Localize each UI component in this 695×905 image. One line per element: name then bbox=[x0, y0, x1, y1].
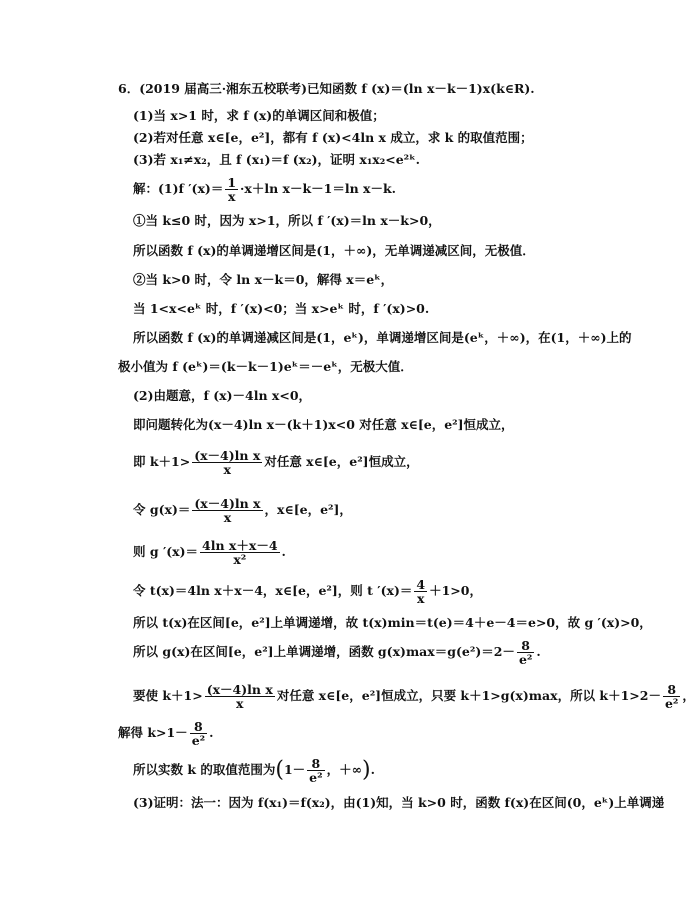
numerator: 8 bbox=[190, 720, 207, 734]
denominator: x bbox=[417, 591, 425, 606]
denominator: x² bbox=[233, 552, 247, 567]
solution-line-16 bbox=[133, 683, 695, 710]
solution-line-8: (2)由题意，f (x)－4ln x<0， bbox=[133, 388, 312, 403]
text: 令 t(x)＝4ln x＋x－4，x∈[e，e²]，则 t ′(x)＝ bbox=[133, 583, 413, 598]
solution-line-4: ②当 k>0 时，令 ln x－k＝0，解得 x＝eᵏ， bbox=[133, 272, 394, 287]
denominator: x bbox=[223, 510, 232, 525]
text: 所以 g(x)在区间[e，e²]上单调递增，函数 g(x)max＝g(e²)＝2－ bbox=[133, 644, 515, 659]
text: 对任意 x∈[e，e²]恒成立，只要 k＋1>g(x)max，所以 k＋1>2－ bbox=[276, 688, 661, 703]
text: ＋1>0， bbox=[429, 583, 482, 598]
denominator: e² bbox=[518, 652, 533, 667]
text: 所以实数 k 的取值范围为 bbox=[133, 762, 276, 777]
text: . bbox=[281, 544, 286, 559]
right-paren: ) bbox=[362, 757, 371, 783]
solution-line-2: ①当 k≤0 时，因为 x>1，所以 f ′(x)＝ln x－k>0， bbox=[133, 213, 441, 228]
text: 令 g(x)＝ bbox=[133, 502, 191, 517]
text: ， bbox=[682, 688, 695, 703]
numerator: 8 bbox=[663, 683, 680, 697]
numerator: 8 bbox=[307, 757, 324, 771]
fraction bbox=[307, 757, 324, 784]
text: . bbox=[370, 762, 375, 777]
fraction bbox=[190, 720, 207, 747]
numerator: (x－4)ln x bbox=[206, 682, 273, 697]
fraction bbox=[192, 497, 262, 524]
solution-line-12 bbox=[133, 539, 286, 566]
numerator: 1 bbox=[227, 175, 237, 190]
solution-line-15 bbox=[133, 639, 541, 666]
denominator: x bbox=[227, 189, 236, 204]
text: 解：(1)f ′(x)＝ bbox=[133, 181, 224, 196]
denominator: e² bbox=[191, 733, 206, 748]
text: 则 g ′(x)＝ bbox=[133, 544, 199, 559]
left-paren: ( bbox=[275, 757, 284, 783]
text: 解得 k>1－ bbox=[118, 725, 188, 740]
text: ，x∈[e，e²]， bbox=[264, 502, 352, 517]
numerator: 4 bbox=[416, 577, 426, 592]
numerator: (x－4)ln x bbox=[194, 496, 261, 511]
text: . bbox=[536, 644, 541, 659]
numerator: (x－4)ln x bbox=[194, 448, 261, 463]
denominator: e² bbox=[309, 770, 323, 785]
solution-line-17 bbox=[118, 720, 213, 747]
fraction bbox=[225, 176, 238, 203]
fraction bbox=[205, 683, 275, 710]
fraction bbox=[200, 539, 280, 566]
solution-line-3: 所以函数 f (x)的单调递增区间是(1，＋∞)，无单调递减区间，无极值． bbox=[133, 243, 535, 258]
solution-line-6: 所以函数 f (x)的单调递减区间是(1，eᵏ)，单调递增区间是(eᵏ，＋∞)，在(1，＋∞)上的 bbox=[133, 330, 632, 345]
fraction bbox=[192, 449, 262, 476]
text: ·x＋ln x－k－1＝ln x－k. bbox=[240, 181, 397, 196]
fraction bbox=[663, 683, 680, 710]
text: 1－ bbox=[283, 762, 306, 777]
denominator: e² bbox=[664, 696, 679, 711]
numerator: 4ln x＋x－4 bbox=[202, 538, 278, 553]
denominator: x bbox=[236, 696, 244, 711]
denominator: x bbox=[223, 462, 231, 477]
solution-line-19: (3)证明：法一：因为 f(x₁)＝f(x₂)，由(1)知，当 k>0 时，函数 f(x)在区间(0，eᵏ)上单调递 bbox=[133, 795, 665, 810]
text: . bbox=[209, 725, 214, 740]
solution-line-10 bbox=[133, 449, 419, 476]
question-3: (3)若 x₁≠x₂，且 f (x₁)＝f (x₂)，证明 x₁x₂<e²ᵏ. bbox=[133, 152, 421, 167]
text: ，＋∞ bbox=[326, 762, 363, 777]
solution-line-14: 所以 t(x)在区间[e，e²]上单调递增，故 t(x)min＝t(e)＝4＋e－4＝e>0，故 g ′(x)>0， bbox=[133, 615, 652, 630]
text: 对任意 x∈[e，e²]恒成立， bbox=[264, 454, 419, 469]
solution-line-5: 当 1<x<eᵏ 时，f ′(x)<0；当 x>eᵏ 时，f ′(x)>0. bbox=[133, 301, 430, 316]
solution-line-18 bbox=[133, 757, 375, 784]
problem-title: 6．(2019 届高三·湘东五校联考)已知函数 f (x)＝(ln x－k－1)x(k∈R). bbox=[118, 81, 535, 96]
solution-line-13 bbox=[133, 578, 482, 605]
solution-line-1 bbox=[133, 176, 396, 203]
solution-line-9: 即问题转化为(x－4)ln x－(k＋1)x<0 对任意 x∈[e，e²]恒成立， bbox=[133, 417, 514, 432]
numerator: 8 bbox=[517, 639, 534, 653]
question-2: (2)若对任意 x∈[e，e²]，都有 f (x)<4ln x 成立，求 k 的取值范围； bbox=[133, 130, 533, 145]
fraction bbox=[517, 639, 534, 666]
solution-line-7: 极小值为 f (eᵏ)＝(k－k－1)eᵏ＝－eᵏ，无极大值． bbox=[118, 359, 413, 374]
solution-line-11 bbox=[133, 497, 352, 524]
text: 即 k＋1> bbox=[133, 454, 191, 469]
text: 要使 k＋1> bbox=[133, 688, 203, 703]
fraction bbox=[414, 578, 427, 605]
question-1: (1)当 x>1 时，求 f (x)的单调区间和极值； bbox=[133, 108, 385, 123]
